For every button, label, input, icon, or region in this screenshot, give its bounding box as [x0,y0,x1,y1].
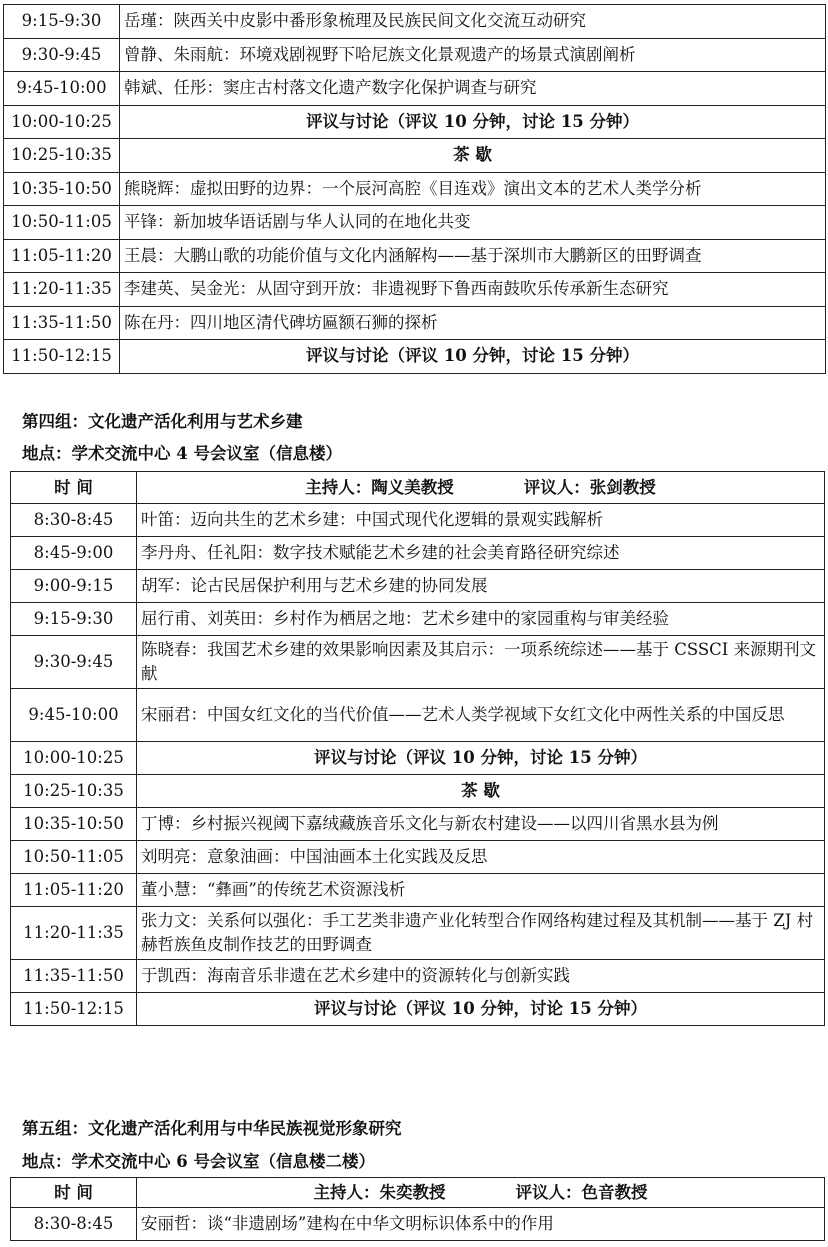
group5-rows [11,1208,825,1241]
time-slot: 10:25-10:35 [11,775,137,808]
reviewer-label: 评议人：张剑教授 [523,477,656,497]
schedule-row [11,537,825,570]
presentation-title: 刘明亮：意象油画：中国油画本土化实践及反思 [137,841,825,874]
time-slot: 10:35-10:50 [11,808,137,841]
schedule-row [11,907,825,960]
schedule-row [4,206,826,240]
presentation-title: 于凯西：海南音乐非遗在艺术乡建中的资源转化与创新实践 [137,960,825,993]
time-slot: 8:30-8:45 [11,1208,137,1241]
group4-header-row [11,472,825,504]
time-slot: 11:50-12:15 [11,993,137,1026]
schedule-row [4,172,826,206]
presentation-title: 曾静、朱雨航：环境戏剧视野下哈尼族文化景观遗产的场景式演剧阐析 [120,38,826,72]
presentation-title: 王晨：大鹏山歌的功能价值与文化内涵解构——基于深圳市大鹏新区的田野调查 [120,239,826,273]
group4-rows [11,504,825,1026]
session-break-row [11,993,825,1026]
time-slot: 11:20-11:35 [11,907,137,960]
presentation-title: 叶笛：迈向共生的艺术乡建：中国式现代化逻辑的景观实践解析 [137,504,825,537]
time-slot: 10:00-10:25 [4,105,120,139]
time-slot: 11:05-11:20 [11,874,137,907]
time-slot: 9:45-10:00 [11,689,137,742]
break-label: 茶 歇 [137,775,825,808]
time-slot: 10:25-10:35 [4,139,120,173]
host-reviewer-header [137,1178,825,1208]
session-break-row [11,775,825,808]
session-break-row [4,139,826,173]
time-slot: 9:00-9:15 [11,570,137,603]
schedule-row [4,273,826,307]
session-break-row [4,105,826,139]
schedule-row [4,5,826,39]
time-slot: 9:15-9:30 [4,5,120,39]
time-column-header: 时 间 [11,472,137,504]
schedule-row [11,636,825,689]
presentation-title: 陈在丹：四川地区清代碑坊匾额石狮的探析 [120,306,826,340]
reviewer-label: 评议人：色音教授 [515,1182,648,1202]
break-label: 茶 歇 [120,139,826,173]
presentation-title: 宋丽君：中国女红文化的当代价值——艺术人类学视域下女红文化中两性关系的中国反思 [137,689,825,742]
break-label: 评议与讨论（评议 10 分钟，讨论 15 分钟） [137,742,825,775]
session3-rows [4,5,826,374]
time-slot: 11:35-11:50 [4,306,120,340]
host-label: 主持人：朱奕教授 [313,1182,446,1202]
presentation-title: 董小慧：“彝画”的传统艺术资源浅析 [137,874,825,907]
presentation-title: 胡军：论古民居保护利用与艺术乡建的协同发展 [137,570,825,603]
time-slot: 10:50-11:05 [4,206,120,240]
time-slot: 10:00-10:25 [11,742,137,775]
group5-schedule-table [10,1177,825,1241]
group5-title: 第五组：文化遗产活化利用与中华民族视觉形象研究 [22,1119,402,1138]
presentation-title: 李丹舟、任礼阳：数字技术赋能艺术乡建的社会美育路径研究综述 [137,537,825,570]
schedule-row [4,38,826,72]
schedule-row [4,239,826,273]
time-column-header: 时 间 [11,1178,137,1208]
break-label: 评议与讨论（评议 10 分钟，讨论 15 分钟） [120,105,826,139]
group5-location: 地点：学术交流中心 6 号会议室（信息楼二楼） [22,1152,375,1171]
presentation-title: 张力文：关系何以强化：手工艺类非遗产业化转型合作网络构建过程及其机制——基于 ZJ 村赫哲族鱼皮制作技艺的田野调查 [137,907,825,960]
presentation-title: 屈行甫、刘英田：乡村作为栖居之地：艺术乡建中的家园重构与审美经验 [137,603,825,636]
time-slot: 8:45-9:00 [11,537,137,570]
group5-header-row [11,1178,825,1208]
presentation-title: 李建英、吴金光：从固守到开放：非遗视野下鲁西南鼓吹乐传承新生态研究 [120,273,826,307]
time-slot: 10:35-10:50 [4,172,120,206]
time-slot: 8:30-8:45 [11,504,137,537]
presentation-title: 安丽哲：谈“非遗剧场”建构在中华文明标识体系中的作用 [137,1208,825,1241]
host-reviewer-header [137,472,825,504]
presentation-title: 熊晓辉：虚拟田野的边界：一个辰河高腔《目连戏》演出文本的艺术人类学分析 [120,172,826,206]
host-label: 主持人：陶义美教授 [305,477,454,497]
schedule-row [11,1208,825,1241]
group4-title: 第四组：文化遗产活化利用与艺术乡建 [22,412,303,431]
break-label: 评议与讨论（评议 10 分钟，讨论 15 分钟） [120,340,826,374]
schedule-row [11,808,825,841]
schedule-row [11,570,825,603]
time-slot: 9:30-9:45 [11,636,137,689]
schedule-row [4,306,826,340]
schedule-row [11,841,825,874]
presentation-title: 陈晓春：我国艺术乡建的效果影响因素及其启示：一项系统综述——基于 CSSCI 来源期刊文献 [137,636,825,689]
time-slot: 10:50-11:05 [11,841,137,874]
presentation-title: 岳瑾：陕西关中皮影中番形象梳理及民族民间文化交流互动研究 [120,5,826,39]
schedule-row [4,72,826,106]
presentation-title: 丁博：乡村振兴视阈下嘉绒藏族音乐文化与新农村建设——以四川省黑水县为例 [137,808,825,841]
session-break-row [4,340,826,374]
time-slot: 9:30-9:45 [4,38,120,72]
session-break-row [11,742,825,775]
break-label: 评议与讨论（评议 10 分钟，讨论 15 分钟） [137,993,825,1026]
presentation-title: 平锋：新加坡华语话剧与华人认同的在地化共变 [120,206,826,240]
schedule-row [11,504,825,537]
schedule-row [11,603,825,636]
time-slot: 9:45-10:00 [4,72,120,106]
session3-schedule-table [3,4,826,374]
time-slot: 11:50-12:15 [4,340,120,374]
time-slot: 11:35-11:50 [11,960,137,993]
time-slot: 11:05-11:20 [4,239,120,273]
schedule-row [11,689,825,742]
schedule-row [11,960,825,993]
time-slot: 9:15-9:30 [11,603,137,636]
presentation-title: 韩斌、任彤：窦庄古村落文化遗产数字化保护调查与研究 [120,72,826,106]
group4-location: 地点：学术交流中心 4 号会议室（信息楼） [22,444,342,463]
time-slot: 11:20-11:35 [4,273,120,307]
group4-schedule-table [10,471,825,1026]
schedule-row [11,874,825,907]
